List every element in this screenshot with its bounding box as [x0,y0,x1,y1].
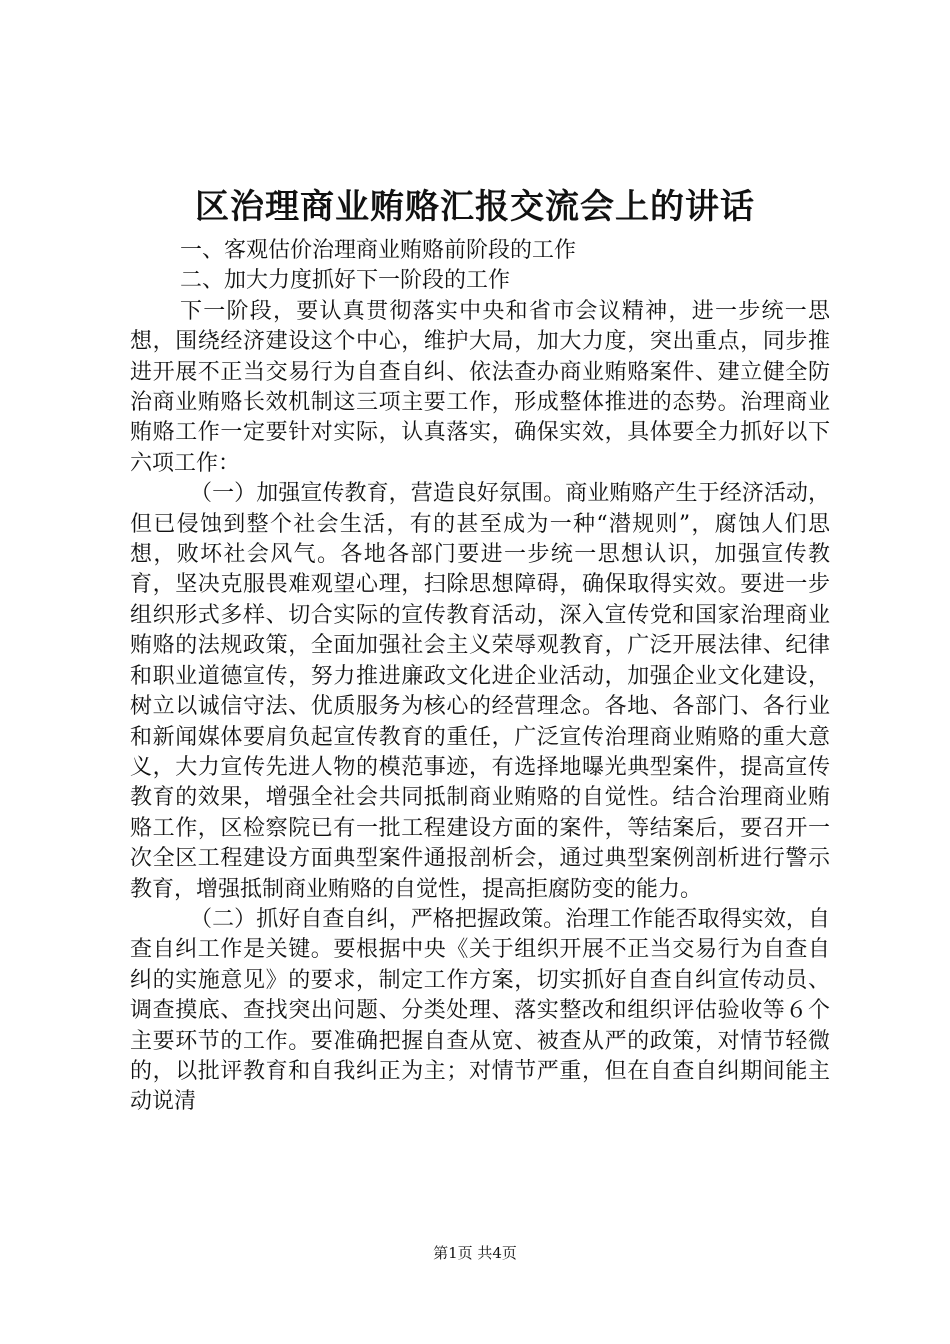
page-number-footer: 第1页 共4页 [433,1244,517,1262]
section-heading-1: 一、客观估价治理商业贿赂前阶段的工作 [180,238,577,263]
body-paragraph-2: （一）加强宣传教育，营造良好氛围。商业贿赂产生于经济活动，但已侵蚀到整个社会生活，有的甚至成为一种“潜规则”，腐蚀人们思想，败坏社会风气。各地各部门要进一步统一思想认识，加强宣传教育，坚决克服畏难观望心理，扫除思想障碍，确保取得实效。要进一步组织形式多样、切合实际的宣传教育活动，深入宣传党和国家治理商业贿赂的法规政策，全面加强社会主义荣辱观教育，广泛开展法律、纪律和职业道德宣传，努力推进廉政文化进企业活动，加强企业文化建设，树立以诚信守法、优质服务为核心的经营理念。各地、各部门、各行业和新闻媒体要肩负起宣传教育的重任，广泛宣传治理商业贿赂的重大意义，大力宣传先进人物的模范事迹，有选择地曝光典型案件，提高宣传教育的效果，增强全社会共同抵制商业贿赂的自觉性。结合治理商业贿赂工作，区检察院已有一批工程建设方面的案件，等结案后，要召开一次全区工程建设方面典型案件通报剖析会，通过典型案例剖析进行警示教育，增强抵制商业贿赂的自觉性，提高拒腐防变的能力。 [130,481,830,902]
body-paragraph-3: （二）抓好自查自纠，严格把握政策。治理工作能否取得实效，自查自纠工作是关键。要根据中央《关于组织开展不正当交易行为自查自纠的实施意见》的要求，制定工作方案，切实抓好自查自纠宣传动员、调查摸底、查找突出问题、分类处理、落实整改和组织评估验收等６个主要环节的工作。要准确把握自查从宽、被查从严的政策，对情节轻微的，以批评教育和自我纠正为主；对情节严重，但在自查自纠期间能主动说清 [130,906,830,1115]
body-paragraph-1: 下一阶段，要认真贯彻落实中央和省市会议精神，进一步统一思想，围绕经济建设这个中心，维护大局，加大力度，突出重点，同步推进开展不正当交易行为自查自纠、依法查办商业贿赂案件、建立健全防治商业贿赂长效机制这三项主要工作，形成整体推进的态势。治理商业贿赂工作一定要针对实际，认真落实，确保实效，具体要全力抓好以下六项工作： [130,298,830,476]
document-body [130,236,830,1118]
section-heading-2: 二、加大力度抓好下一阶段的工作 [180,268,511,294]
document-title: 区治理商业贿赂汇报交流会上的讲话 [195,187,755,227]
